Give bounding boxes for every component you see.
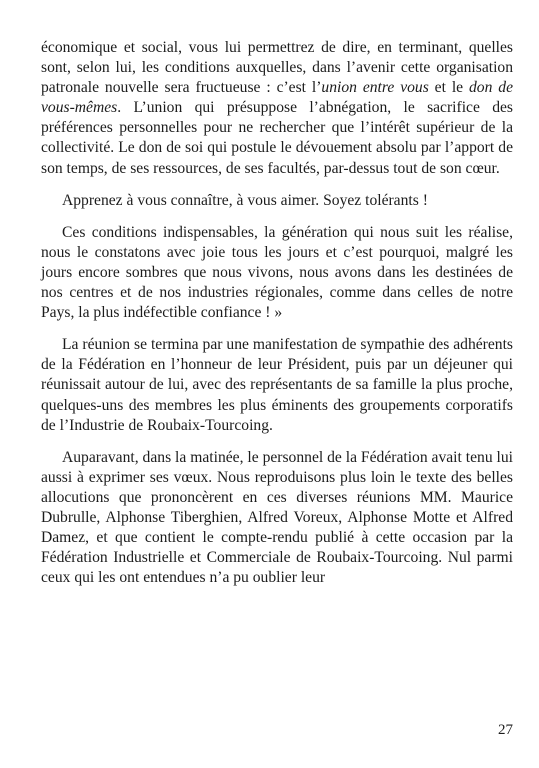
paragraph-4 — [41, 335, 513, 435]
page-body — [41, 38, 513, 600]
text-segment: Ces conditions indispensables, la génération qui nous suit les réalise, nous le constatons avec joie tous les jours et c’est pourquoi, malgré les jours encore sombres que nous vivons, nous avons dans les destinées de nos centres et de nos industries régionales, comme dans celles de notre Pays, la plus indéfectible confiance ! » — [41, 223, 513, 322]
text-segment: La réunion se termina par une manifestation de sympathie des adhérents de la Fédération en l’honneur de leur Président, puis par un déjeuner qui réunissait autour de lui, avec des représentants de sa famille la plus proche, quelques-uns des membres les plus éminents des groupements corporatifs de l’Industrie de Roubaix-Tourcoing. — [41, 336, 513, 434]
text-segment-italic: union entre vous — [321, 79, 429, 97]
paragraph-2 — [41, 191, 513, 211]
paragraph-5 — [41, 448, 513, 589]
text-segment: . L’union qui présuppose l’abnégation, le sacrifice des préférences personnelles pour ne rechercher que l’intérêt supérieur de la collectivité. Le don de soi qui postule le dévouement absolu par l’apport de son temps, de ses ressources, de ses facultés, par-dessus tout de son cœur. — [41, 99, 513, 177]
text-segment-italic: don de vous-mêmes — [41, 79, 513, 117]
text-segment: économique et social, vous lui permettrez de dire, en terminant, quelles sont, selon lui, les conditions auxquelles, dans l’avenir cette organisation patronale nouvelle sera fructueuse : c’est l’ — [41, 39, 513, 97]
text-segment: et le — [428, 79, 469, 97]
paragraph-3 — [41, 223, 513, 323]
text-segment: Apprenez à vous connaître, à vous aimer. Soyez tolérants ! — [62, 191, 428, 209]
text-segment: Auparavant, dans la matinée, le personnel de la Fédération avait tenu lui aussi à exprimer ses vœux. Nous reproduisons plus loin le texte des belles allocutions que prononcèrent en ces diverses réunions MM. Maurice Dubrulle, Alphonse Tiberghien, Alfred Voreux, Alphonse Motte et Alfred Damez, et que contient le compte-rendu publié à cette occasion par la Fédération Industrielle et Commerciale de Roubaix-Tourcoing. Nul parmi ceux qui les ont entendues n’a pu oublier leur — [41, 448, 513, 587]
paragraph-1 — [41, 38, 513, 179]
page-number: 27 — [498, 722, 513, 738]
